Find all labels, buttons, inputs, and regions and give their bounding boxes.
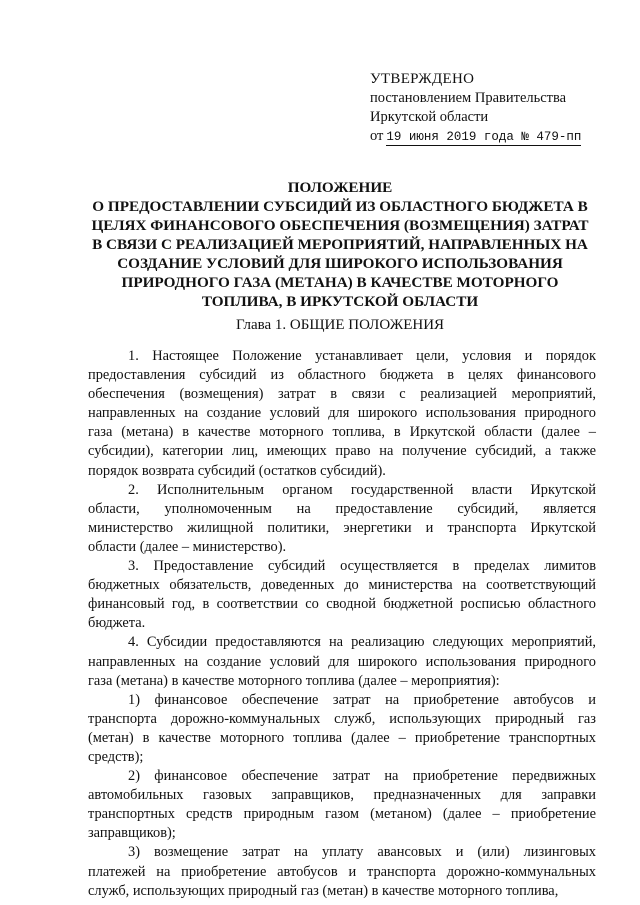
document-heading bbox=[80, 178, 600, 311]
approval-line-1: постановлением Правительства bbox=[370, 90, 567, 106]
paragraph-line: 4. Субсидии предоставляются на реализацию следующих мероприятий, bbox=[128, 634, 596, 651]
paragraph-line: 1) финансовое обеспечение затрат на приобретение автобусов и bbox=[128, 691, 596, 708]
paragraph-line: предоставления субсидий из областного бюджета в целях финансового bbox=[88, 367, 596, 384]
paragraph-line: субсидии), категории лиц, имеющих право на получение субсидий, а также bbox=[88, 443, 596, 460]
paragraph-line: направленных на создание условий для широкого использования природного bbox=[88, 405, 596, 422]
paragraph-line: 1. Настоящее Положение устанавливает цели, условия и порядок bbox=[128, 348, 596, 364]
paragraph-line: финансовый год, в соответствии со сводной бюджетной росписью областного bbox=[88, 596, 596, 613]
paragraph-line: транспорта дорожно-коммунальных служб, использующих природный газ bbox=[88, 710, 596, 727]
paragraph-line: платежей на приобретение автобусов и транспорта дорожно-коммунальных bbox=[88, 863, 596, 880]
heading-line: В СВЯЗИ С РЕАЛИЗАЦИЕЙ МЕРОПРИЯТИЙ, НАПРАВЛЕННЫХ НА bbox=[92, 236, 588, 253]
paragraph-line: обеспечения (возмещения) затрат в связи с реализацией мероприятий, bbox=[88, 386, 596, 403]
paragraph-line: средств); bbox=[88, 748, 144, 765]
approval-title: УТВЕРЖДЕНО bbox=[370, 71, 475, 87]
paragraph-line: порядок возврата субсидий (остатков субсидий). bbox=[88, 462, 386, 479]
approval-block bbox=[370, 70, 620, 146]
paragraph-line: заправщиков); bbox=[88, 825, 176, 842]
approval-date-value: 19 июня 2019 года № 479-пп bbox=[386, 130, 582, 144]
paragraph-line: транспортных средств природным газом (метаном) (далее – приобретение bbox=[88, 806, 596, 823]
paragraph bbox=[88, 481, 596, 557]
paragraph bbox=[88, 347, 596, 481]
paragraph-line: 3) возмещение затрат на уплату авансовых и (или) лизинговых bbox=[128, 844, 596, 861]
approval-line-2: Иркутской области bbox=[370, 109, 489, 125]
heading-line: ЦЕЛЯХ ФИНАНСОВОГО ОБЕСПЕЧЕНИЯ (ВОЗМЕЩЕНИЯ) ЗАТРАТ bbox=[91, 217, 589, 234]
paragraph-line: газа (метана) в качестве моторного топлива, в Иркутской области (далее – bbox=[88, 424, 596, 441]
paragraph bbox=[88, 767, 596, 843]
heading-line: О ПРЕДОСТАВЛЕНИИ СУБСИДИЙ ИЗ ОБЛАСТНОГО БЮДЖЕТА В bbox=[92, 198, 588, 215]
heading-line: ПРИРОДНОГО ГАЗА (МЕТАНА) В КАЧЕСТВЕ МОТОРНОГО bbox=[121, 274, 559, 291]
paragraph bbox=[88, 691, 596, 767]
paragraph bbox=[88, 843, 596, 900]
paragraph-line: газа (метана) в качестве моторного топлива (далее – мероприятия): bbox=[88, 672, 500, 689]
paragraph-line: бюджетных обязательств, доведенных до министерства на соответствующий bbox=[88, 577, 596, 594]
document-body bbox=[88, 347, 596, 901]
paragraph-line: 2) финансовое обеспечение затрат на приобретение передвижных bbox=[128, 768, 596, 785]
approval-date-prefix: от bbox=[370, 128, 384, 144]
paragraph-line: направленных на создание условий для широкого использования природного bbox=[88, 653, 596, 670]
paragraph-line: области (далее – министерство). bbox=[88, 538, 287, 555]
approval-date-line bbox=[370, 127, 620, 146]
paragraph-line: служб, использующих природный газ (метан) в качестве моторного топлива, bbox=[88, 882, 559, 899]
paragraph-line: области, уполномоченным на предоставление субсидий, является bbox=[88, 500, 596, 517]
paragraph-line: 3. Предоставление субсидий осуществляется в пределах лимитов bbox=[128, 558, 596, 575]
paragraph-line: бюджета. bbox=[88, 615, 146, 632]
paragraph bbox=[88, 633, 596, 690]
paragraph-line: 2. Исполнительным органом государственной власти Иркутской bbox=[128, 481, 596, 498]
heading-line: ТОПЛИВА, В ИРКУТСКОЙ ОБЛАСТИ bbox=[201, 293, 479, 310]
heading-line: ПОЛОЖЕНИЕ bbox=[287, 179, 393, 196]
paragraph-line: министерство жилищной политики, энергетики и транспорта Иркутской bbox=[88, 519, 596, 536]
paragraph-line: автомобильных газовых заправщиков, предназначенных для заправки bbox=[88, 787, 596, 804]
paragraph bbox=[88, 557, 596, 633]
heading-line: СОЗДАНИЕ УСЛОВИЙ ДЛЯ ШИРОКОГО ИСПОЛЬЗОВАНИЯ bbox=[117, 255, 563, 272]
paragraph-line: (метан) в качестве моторного топлива (далее – приобретение транспортных bbox=[88, 729, 596, 746]
chapter-title: Глава 1. ОБЩИЕ ПОЛОЖЕНИЯ bbox=[235, 317, 445, 333]
